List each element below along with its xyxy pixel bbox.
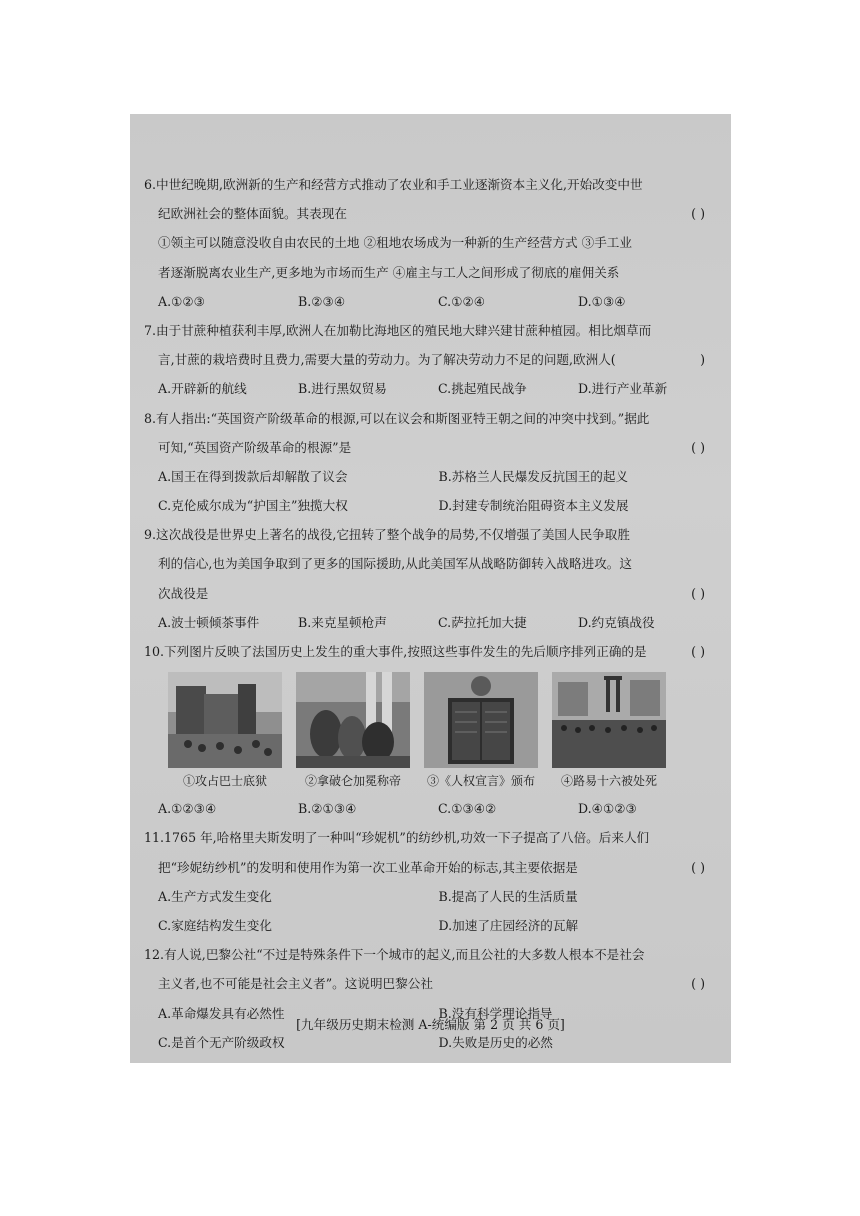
- q9-option-a: A.波士顿倾茶事件: [158, 614, 260, 630]
- q9-option-d: D.约克镇战役: [578, 614, 655, 630]
- q6-option-b: B.②③④: [298, 293, 346, 309]
- q8-answer-paren: ( ): [691, 439, 705, 455]
- q8-options-row1: [144, 462, 719, 491]
- q10-caption-2: ②拿破仑加冕称帝: [304, 774, 401, 789]
- q9-stem-line3: [144, 579, 719, 608]
- q8-option-c: C.克伦威尔成为“护国主”独揽大权: [158, 498, 348, 514]
- q7-stem-text: 言,甘蔗的栽培费时且费力,需要大量的劳动力。为了解决劳动力不足的问题,欧洲人(: [158, 352, 616, 368]
- q10-option-d: D.④①②③: [578, 801, 637, 817]
- q12-stem-line1: 12.有人说,巴黎公社“不过是特殊条件下一个城市的起义,而且公社的大多数人根本不是社会: [144, 947, 645, 963]
- q10-image-row: [144, 672, 719, 794]
- page-footer: [九年级历史期末检测 A-统编版 第 2 页 共 6 页]: [296, 1017, 565, 1032]
- louis-execution-image: [552, 672, 666, 768]
- q9-option-b: B.来克星顿枪声: [298, 614, 387, 630]
- q9-answer-paren: ( ): [691, 585, 705, 601]
- q8-options-row2: [144, 491, 719, 520]
- q10-option-b: B.②①③④: [298, 801, 357, 817]
- bastille-storming-image: [168, 672, 282, 768]
- q6-statement-line1: ①领主可以随意没收自由农民的土地 ②租地农场成为一种新的生产经营方式 ③手工业: [158, 235, 632, 251]
- q12-option-d: D.失败是历史的必然: [438, 1034, 553, 1050]
- q9-stem-line1: 9.这次战役是世界史上著名的战役,它扭转了整个战争的局势,不仅增强了美国人民争取胜: [144, 527, 630, 543]
- napoleon-coronation-image: [296, 672, 410, 768]
- q6-options: [144, 287, 719, 316]
- q8-stem-line2: [144, 433, 719, 462]
- q11-stem-line1: 11.1765 年,哈格里夫斯发明了一种叫“珍妮机”的纺纱机,功效一下子提高了八倍。后来人们: [144, 830, 650, 846]
- q8-stem-text: 可知,“英国资产阶级革命的根源”是: [158, 439, 352, 455]
- q7-stem-line2: [144, 345, 719, 374]
- q11-answer-paren: ( ): [691, 859, 705, 875]
- q7-option-c: C.挑起殖民战争: [438, 381, 527, 397]
- q10-picture-1: [168, 672, 282, 794]
- q11-options-row2: [144, 911, 719, 940]
- q11-options-row1: [144, 882, 719, 911]
- q11-option-a: A.生产方式发生变化: [158, 888, 272, 904]
- q7-stem-line1: 7.由于甘蔗种植获利丰厚,欧洲人在加勒比海地区的殖民地大肆兴建甘蔗种植园。相比烟草而: [144, 322, 652, 338]
- q10-stem-text: 10.下列图片反映了法国历史上发生的重大事件,按照这些事件发生的先后顺序排列正确的是: [144, 644, 647, 659]
- q10-caption-4: ④路易十六被处死: [560, 774, 657, 789]
- q11-option-b: B.提高了人民的生活质量: [438, 888, 578, 904]
- q7-option-d: D.进行产业革新: [578, 381, 668, 397]
- q10-stem-line1: [144, 637, 719, 666]
- q7-options: [144, 374, 719, 403]
- q6-statement-line2: 者逐渐脱离农业生产,更多地为市场而生产 ④雇主与工人之间形成了彻底的雇佣关系: [158, 264, 620, 280]
- q11-stem-line2: [144, 853, 719, 882]
- q6-option-c: C.①②④: [438, 293, 486, 309]
- q11-option-d: D.加速了庄园经济的瓦解: [438, 917, 579, 933]
- q9-stem-line2: 利的信心,也为美国争取到了更多的国际援助,从此美国军从战略防御转入战略进攻。这: [158, 556, 632, 572]
- q9-option-c: C.萨拉托加大捷: [438, 614, 527, 630]
- q9-stem-text: 次战役是: [158, 585, 209, 601]
- q10-option-a: A.①②③④: [158, 801, 217, 817]
- q6-stem-text: 纪欧洲社会的整体面貌。其表现在: [158, 206, 347, 222]
- q12-option-b: B.没有科学理论指导: [438, 1005, 553, 1021]
- q12-option-c: C.是首个无产阶级政权: [158, 1034, 285, 1050]
- q10-option-c: C.①③④②: [438, 801, 497, 817]
- q11-option-c: C.家庭结构发生变化: [158, 917, 272, 933]
- q6-stem-line1: 6.中世纪晚期,欧洲新的生产和经营方式推动了农业和手工业逐渐资本主义化,开始改变中世: [144, 177, 643, 192]
- q12-stem-line2: [144, 969, 719, 998]
- q6-option-a: A.①②③: [158, 293, 205, 309]
- q10-caption-3: ③《人权宣言》颁布: [426, 774, 535, 789]
- q10-caption-1: ①攻占巴士底狱: [182, 774, 267, 789]
- q8-option-a: A.国王在得到拨款后却解散了议会: [158, 468, 348, 484]
- q8-option-b: B.苏格兰人民爆发反抗国王的起义: [438, 468, 629, 484]
- q6-answer-paren: ( ): [691, 206, 705, 222]
- q12-option-a: A.革命爆发具有必然性: [158, 1005, 285, 1021]
- q11-stem-text: 把“珍妮纺纱机”的发明和使用作为第一次工业革命开始的标志,其主要依据是: [158, 859, 578, 875]
- questions-block: [144, 170, 719, 1057]
- q8-option-d: D.封建专制统治阻碍资本主义发展: [438, 498, 629, 514]
- q12-answer-paren: ( ): [691, 976, 705, 992]
- q7-option-b: B.进行黑奴贸易: [298, 381, 387, 397]
- q8-stem-line1: 8.有人指出:“英国资产阶级革命的根源,可以在议会和斯图亚特王朝之间的冲突中找到。”据此: [144, 410, 650, 426]
- q9-options: [144, 608, 719, 637]
- q10-options: [144, 794, 719, 823]
- q7-option-a: A.开辟新的航线: [158, 381, 247, 397]
- q10-picture-2: [296, 672, 410, 794]
- rights-declaration-image: [424, 672, 538, 768]
- q6-stem-line2: [144, 199, 719, 228]
- q6-option-d: D.①③④: [578, 293, 626, 309]
- q12-stem-text: 主义者,也不可能是社会主义者”。这说明巴黎公社: [158, 976, 433, 992]
- q7-answer-paren: ): [700, 352, 705, 368]
- q10-answer-paren: ( ): [691, 644, 705, 659]
- q10-picture-3: [424, 672, 538, 794]
- q10-picture-4: [552, 672, 666, 794]
- exam-page-photo: [130, 114, 731, 1063]
